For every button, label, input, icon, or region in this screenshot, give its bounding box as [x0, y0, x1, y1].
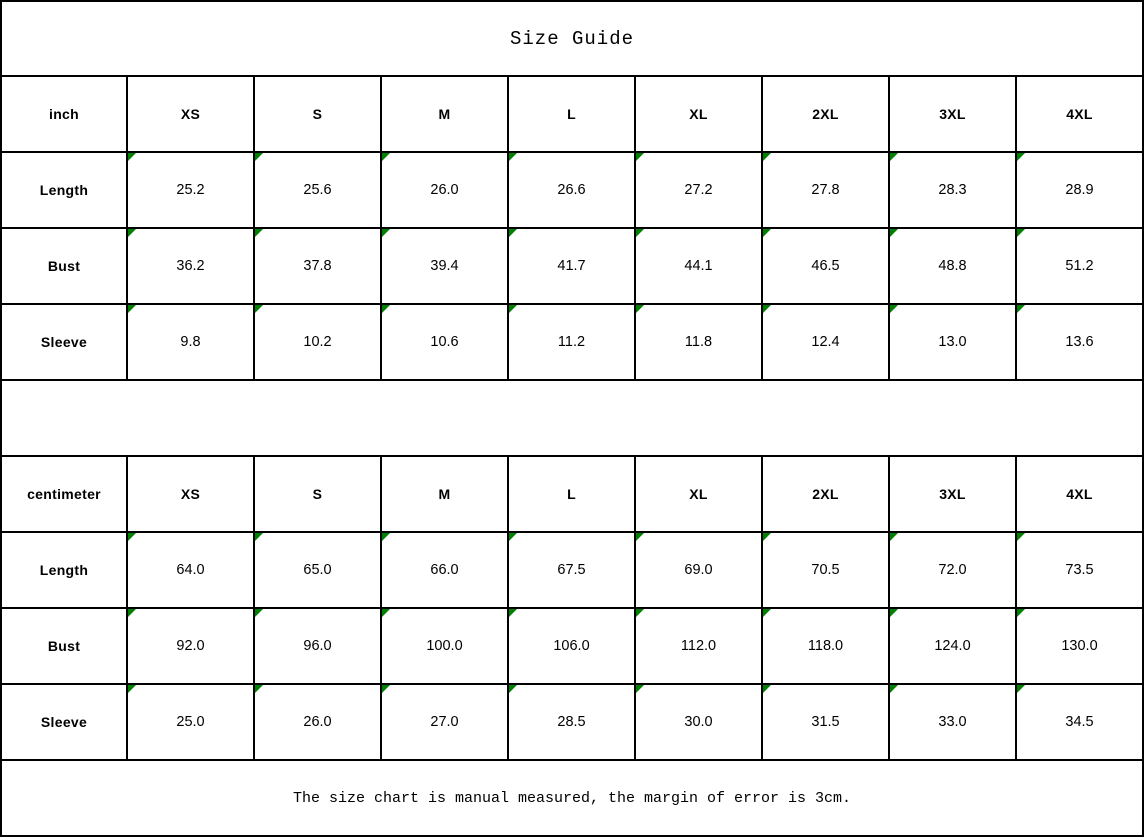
- size-header-xs: XS: [127, 456, 254, 532]
- spacer-row: [1, 380, 1143, 456]
- footer-note: The size chart is manual measured, the margin of error is 3cm.: [1, 760, 1143, 836]
- size-value: 25.0: [176, 714, 205, 730]
- cell-flag-icon: [1017, 685, 1025, 693]
- size-cell: [127, 684, 254, 760]
- size-cell: [508, 228, 635, 304]
- row-label-bust: Bust: [1, 608, 127, 684]
- unit-header-centimeter: centimeter: [1, 456, 127, 532]
- cell-flag-icon: [255, 229, 263, 237]
- size-header-3xl: 3XL: [889, 76, 1016, 152]
- size-cell: [508, 608, 635, 684]
- size-value: 65.0: [303, 562, 332, 578]
- cell-flag-icon: [890, 533, 898, 541]
- spacer-cell: [1, 380, 1143, 456]
- size-cell: [889, 152, 1016, 228]
- size-value: 28.3: [938, 182, 967, 198]
- size-header-xl: XL: [635, 456, 762, 532]
- cell-flag-icon: [1017, 153, 1025, 161]
- size-value: 100.0: [426, 638, 463, 654]
- size-cell: [508, 684, 635, 760]
- size-header-m: M: [381, 456, 508, 532]
- size-cell: [889, 608, 1016, 684]
- cell-flag-icon: [1017, 305, 1025, 313]
- size-header-xs: XS: [127, 76, 254, 152]
- size-value: 28.9: [1065, 182, 1094, 198]
- size-value: 9.8: [180, 334, 201, 350]
- size-value: 41.7: [557, 258, 586, 274]
- size-cell: [1016, 152, 1143, 228]
- size-value: 10.6: [430, 334, 459, 350]
- size-value: 26.0: [303, 714, 332, 730]
- cm-length-row: [1, 532, 1143, 608]
- size-value: 34.5: [1065, 714, 1094, 730]
- size-header-4xl: 4XL: [1016, 76, 1143, 152]
- size-cell: [1016, 684, 1143, 760]
- size-cell: [635, 532, 762, 608]
- size-cell: [508, 304, 635, 380]
- size-header-4xl: 4XL: [1016, 456, 1143, 532]
- size-value: 73.5: [1065, 562, 1094, 578]
- row-label-length: Length: [1, 152, 127, 228]
- size-cell: [762, 228, 889, 304]
- cell-flag-icon: [636, 153, 644, 161]
- size-cell: [254, 152, 381, 228]
- cell-flag-icon: [763, 305, 771, 313]
- size-value: 10.2: [303, 334, 332, 350]
- inch-length-row: [1, 152, 1143, 228]
- cell-flag-icon: [128, 609, 136, 617]
- cell-flag-icon: [763, 685, 771, 693]
- cm-bust-row: [1, 608, 1143, 684]
- inch-sleeve-row: [1, 304, 1143, 380]
- size-value: 44.1: [684, 258, 713, 274]
- size-value: 13.6: [1065, 334, 1094, 350]
- size-cell: [762, 684, 889, 760]
- cell-flag-icon: [636, 533, 644, 541]
- cell-flag-icon: [382, 609, 390, 617]
- cell-flag-icon: [1017, 609, 1025, 617]
- size-cell: [381, 228, 508, 304]
- size-cell: [1016, 532, 1143, 608]
- size-cell: [381, 684, 508, 760]
- size-value: 106.0: [553, 638, 590, 654]
- cell-flag-icon: [763, 153, 771, 161]
- size-cell: [762, 532, 889, 608]
- size-cell: [635, 304, 762, 380]
- size-value: 112.0: [680, 638, 717, 654]
- size-cell: [127, 608, 254, 684]
- size-header-s: S: [254, 76, 381, 152]
- cell-flag-icon: [890, 229, 898, 237]
- size-header-2xl: 2XL: [762, 76, 889, 152]
- size-cell: [889, 684, 1016, 760]
- size-value: 37.8: [303, 258, 332, 274]
- cell-flag-icon: [255, 685, 263, 693]
- size-cell: [1016, 228, 1143, 304]
- size-cell: [762, 304, 889, 380]
- cell-flag-icon: [1017, 533, 1025, 541]
- cell-flag-icon: [1017, 229, 1025, 237]
- cell-flag-icon: [890, 305, 898, 313]
- size-value: 26.0: [430, 182, 459, 198]
- cell-flag-icon: [636, 305, 644, 313]
- cell-flag-icon: [636, 609, 644, 617]
- size-value: 33.0: [938, 714, 967, 730]
- cell-flag-icon: [890, 153, 898, 161]
- cell-flag-icon: [763, 229, 771, 237]
- size-cell: [254, 684, 381, 760]
- size-value: 92.0: [176, 638, 205, 654]
- size-header-s: S: [254, 456, 381, 532]
- cell-flag-icon: [636, 229, 644, 237]
- cell-flag-icon: [128, 229, 136, 237]
- cell-flag-icon: [636, 685, 644, 693]
- size-value: 70.5: [811, 562, 840, 578]
- size-cell: [635, 608, 762, 684]
- cell-flag-icon: [890, 609, 898, 617]
- row-label-sleeve: Sleeve: [1, 304, 127, 380]
- cm-header-row: [1, 456, 1143, 532]
- size-value: 72.0: [938, 562, 967, 578]
- cell-flag-icon: [382, 305, 390, 313]
- cell-flag-icon: [382, 685, 390, 693]
- cell-flag-icon: [128, 305, 136, 313]
- cm-sleeve-row: [1, 684, 1143, 760]
- size-cell: [381, 532, 508, 608]
- cell-flag-icon: [255, 533, 263, 541]
- size-header-3xl: 3XL: [889, 456, 1016, 532]
- cell-flag-icon: [128, 685, 136, 693]
- size-value: 69.0: [684, 562, 713, 578]
- cell-flag-icon: [509, 305, 517, 313]
- size-value: 25.2: [176, 182, 205, 198]
- size-cell: [127, 532, 254, 608]
- size-cell: [127, 304, 254, 380]
- size-value: 46.5: [811, 258, 840, 274]
- size-header-xl: XL: [635, 76, 762, 152]
- size-cell: [635, 152, 762, 228]
- size-value: 67.5: [557, 562, 586, 578]
- size-value: 118.0: [807, 638, 844, 654]
- size-cell: [127, 228, 254, 304]
- size-cell: [635, 228, 762, 304]
- size-value: 11.8: [684, 334, 713, 350]
- size-header-l: L: [508, 76, 635, 152]
- cell-flag-icon: [509, 533, 517, 541]
- size-cell: [762, 152, 889, 228]
- size-cell: [254, 608, 381, 684]
- size-value: 39.4: [430, 258, 459, 274]
- row-label-sleeve: Sleeve: [1, 684, 127, 760]
- cell-flag-icon: [382, 533, 390, 541]
- cell-flag-icon: [763, 609, 771, 617]
- size-cell: [381, 304, 508, 380]
- cell-flag-icon: [509, 153, 517, 161]
- size-cell: [508, 532, 635, 608]
- title-row: [1, 1, 1143, 76]
- row-label-bust: Bust: [1, 228, 127, 304]
- size-value: 27.2: [684, 182, 713, 198]
- size-cell: [381, 152, 508, 228]
- size-value: 64.0: [176, 562, 205, 578]
- size-cell: [889, 304, 1016, 380]
- inch-bust-row: [1, 228, 1143, 304]
- size-value: 66.0: [430, 562, 459, 578]
- size-cell: [254, 228, 381, 304]
- size-value: 28.5: [557, 714, 586, 730]
- size-header-l: L: [508, 456, 635, 532]
- cell-flag-icon: [509, 685, 517, 693]
- size-value: 36.2: [176, 258, 205, 274]
- size-value: 130.0: [1061, 638, 1098, 654]
- cell-flag-icon: [128, 153, 136, 161]
- size-cell: [1016, 304, 1143, 380]
- size-value: 51.2: [1065, 258, 1094, 274]
- size-value: 48.8: [938, 258, 967, 274]
- cell-flag-icon: [255, 305, 263, 313]
- size-header-2xl: 2XL: [762, 456, 889, 532]
- size-value: 27.8: [811, 182, 840, 198]
- size-cell: [1016, 608, 1143, 684]
- footer-row: [1, 760, 1143, 836]
- cell-flag-icon: [255, 153, 263, 161]
- cell-flag-icon: [509, 229, 517, 237]
- size-cell: [127, 152, 254, 228]
- cell-flag-icon: [763, 533, 771, 541]
- size-value: 25.6: [303, 182, 332, 198]
- size-value: 11.2: [557, 334, 586, 350]
- size-cell: [889, 532, 1016, 608]
- size-value: 12.4: [811, 334, 840, 350]
- unit-header-inch: inch: [1, 76, 127, 152]
- size-cell: [381, 608, 508, 684]
- size-value: 13.0: [938, 334, 967, 350]
- page-title: Size Guide: [1, 1, 1143, 76]
- row-label-length: Length: [1, 532, 127, 608]
- size-value: 96.0: [303, 638, 332, 654]
- size-header-m: M: [381, 76, 508, 152]
- cell-flag-icon: [382, 229, 390, 237]
- cell-flag-icon: [890, 685, 898, 693]
- size-cell: [254, 532, 381, 608]
- cell-flag-icon: [509, 609, 517, 617]
- size-value: 30.0: [684, 714, 713, 730]
- size-cell: [254, 304, 381, 380]
- size-value: 27.0: [430, 714, 459, 730]
- size-cell: [889, 228, 1016, 304]
- cell-flag-icon: [128, 533, 136, 541]
- size-value: 31.5: [811, 714, 840, 730]
- size-cell: [762, 608, 889, 684]
- size-cell: [635, 684, 762, 760]
- size-value: 26.6: [557, 182, 586, 198]
- cell-flag-icon: [382, 153, 390, 161]
- cell-flag-icon: [255, 609, 263, 617]
- inch-header-row: [1, 76, 1143, 152]
- size-value: 124.0: [934, 638, 971, 654]
- size-cell: [508, 152, 635, 228]
